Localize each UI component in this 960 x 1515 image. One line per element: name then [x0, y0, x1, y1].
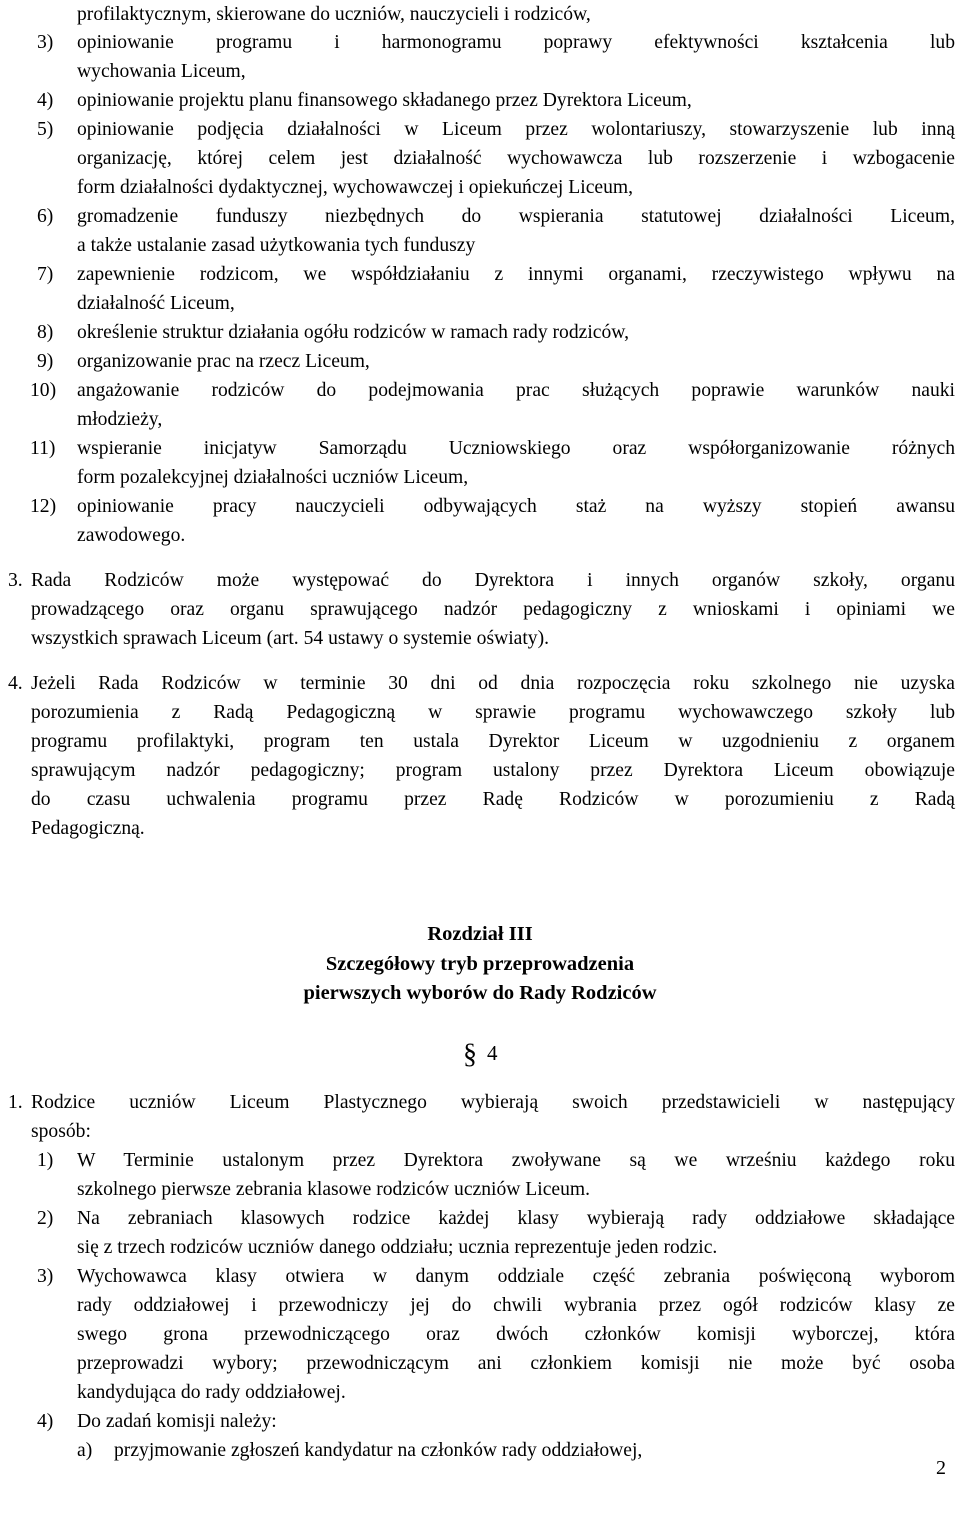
list-item-line: opiniowanie projektu planu finansowego składanego przez Dyrektora Liceum,: [77, 90, 692, 111]
paragraph-line: sprawującym nadzór pedagogiczny; program ustalony przez Dyrektora Liceum obowiązuje: [31, 760, 955, 781]
paragraph-line: Rada Rodziców może występować do Dyrektora i innych organów szkoły, organu: [31, 570, 955, 591]
list-item-line: form działalności dydaktycznej, wychowawczej i opiekuńczej Liceum,: [77, 177, 634, 198]
list-item-line: się z trzech rodziców uczniów danego oddziału; ucznia reprezentuje jeden rodzic.: [77, 1237, 718, 1258]
list-item-line: opiniowanie pracy nauczycieli odbywających staż na wyższy stopień awansu: [77, 496, 955, 517]
list-item-line: W Terminie ustalonym przez Dyrektora zwoływane są we wrześniu każdego roku: [77, 1150, 955, 1171]
list-item-line: angażowanie rodziców do podejmowania prac służących poprawie warunków nauki: [77, 380, 955, 401]
list-item-number: 7): [37, 264, 54, 285]
list-item-line: rady oddziałowej i przewodniczy jej do chwili wybrania przez ogół rodziców klasy ze: [77, 1295, 955, 1316]
paragraph-number: 1.: [8, 1092, 23, 1113]
list-item-line: określenie struktur działania ogółu rodziców w ramach rady rodziców,: [77, 322, 630, 343]
list-item-number: 3): [37, 32, 54, 53]
list-item-number: 4): [37, 1411, 54, 1432]
list-item-number: 12): [30, 496, 57, 517]
paragraph-line: wszystkich sprawach Liceum (art. 54 ustawy o systemie oświaty).: [31, 628, 550, 649]
list-item-line: form pozalekcyjnej działalności uczniów Liceum,: [77, 467, 469, 488]
paragraph-line: porozumienia z Radą Pedagogiczną w sprawie programu wychowawczego szkoły lub: [31, 702, 955, 723]
list-item-line: szkolnego pierwsze zebrania klasowe rodziców uczniów Liceum.: [77, 1179, 591, 1200]
list-item-line: a także ustalanie zasad użytkowania tych funduszy: [77, 235, 476, 256]
sub-item-line: przyjmowanie zgłoszeń kandydatur na członków rady oddziałowej,: [114, 1440, 643, 1461]
list-item-line: Wychowawca klasy otwiera w danym oddziale część zebrania poświęconą wyborom: [77, 1266, 955, 1287]
list-item-line: Na zebraniach klasowych rodzice każdej klasy wybierają rady oddziałowe składające: [77, 1208, 955, 1229]
paragraph-line: prowadzącego oraz organu sprawującego nadzór pedagogiczny z wnioskami i opiniami we: [31, 599, 955, 620]
list-item-number: 11): [30, 438, 56, 459]
list-item-line: swego grona przewodniczącego oraz dwóch członków komisji wyborczej, która: [77, 1324, 955, 1345]
list-item-number: 9): [37, 351, 54, 372]
list-item-number: 2): [37, 1208, 54, 1229]
list-item-line: młodzieży,: [77, 409, 163, 430]
list-item-line: opiniowanie programu i harmonogramu poprawy efektywności kształcenia lub: [77, 32, 955, 53]
list-item-number: 1): [37, 1150, 54, 1171]
section-sign-icon: §: [463, 1039, 477, 1070]
list-item-line: organizację, której celem jest działalność wychowawcza lub rozszerzenie i wzbogacenie: [77, 148, 955, 169]
paragraph-line: do czasu uchwalenia programu przez Radę Rodziców w porozumieniu z Radą: [31, 789, 955, 810]
paragraph-line: sposób:: [31, 1121, 91, 1142]
paragraph-number: 3.: [8, 570, 23, 591]
list-item-number: 4): [37, 90, 54, 111]
list-item-number: 10): [30, 380, 57, 401]
paragraph-line: Pedagogiczną.: [31, 818, 145, 839]
list-item-line: przeprowadzi wybory; przewodniczącym ani członkiem komisji nie może być osoba: [77, 1353, 955, 1374]
list-item-line: wspieranie inicjatyw Samorządu Uczniowskiego oraz współorganizowanie różnych: [77, 438, 955, 459]
paragraph-number: 4.: [8, 673, 23, 694]
paragraph-line: programu profilaktyki, program ten ustala Dyrektor Liceum w uzgodnieniu z organem: [31, 731, 955, 752]
list-item-line: opiniowanie podjęcia działalności w Liceum przez wolontariuszy, stowarzyszenie lub inną: [77, 119, 955, 140]
list-item-line: kandydująca do rady oddziałowej.: [77, 1382, 346, 1403]
section-heading: [463, 1037, 498, 1068]
paragraph-line: Jeżeli Rada Rodziców w terminie 30 dni od dnia rozpoczęcia roku szkolnego nie uzyska: [31, 673, 955, 694]
list-item-line: gromadzenie funduszy niezbędnych do wspierania statutowej działalności Liceum,: [77, 206, 955, 227]
chapter-heading-subtitle-2: pierwszych wyborów do Rady Rodziców: [303, 982, 657, 1004]
chapter-heading-subtitle-1: Szczegółowy tryb przeprowadzenia: [325, 953, 635, 975]
list-item-number: 6): [37, 206, 54, 227]
paragraph-line: Rodzice uczniów Liceum Plastycznego wybierają swoich przedstawicieli w następujący: [31, 1092, 955, 1113]
sub-item-letter: a): [77, 1440, 93, 1461]
page-number: 2: [936, 1457, 946, 1479]
list-item-number: 8): [37, 322, 54, 343]
list-item-line: zapewnienie rodzicom, we współdziałaniu z innymi organami, rzeczywistego wpływu na: [77, 264, 955, 285]
list-item-line: Do zadań komisji należy:: [77, 1411, 277, 1432]
list-item-number: 5): [37, 119, 54, 140]
continuation-line: profilaktycznym, skierowane do uczniów, nauczycieli i rodziców,: [77, 4, 591, 25]
list-item-line: działalność Liceum,: [77, 293, 235, 314]
list-item-line: wychowania Liceum,: [77, 61, 246, 82]
list-item-line: organizowanie prac na rzecz Liceum,: [77, 351, 370, 372]
section-number: 4: [487, 1041, 498, 1065]
list-item-number: 3): [37, 1266, 54, 1287]
list-item-line: zawodowego.: [77, 525, 186, 546]
chapter-heading-title: Rozdział III: [427, 923, 533, 945]
